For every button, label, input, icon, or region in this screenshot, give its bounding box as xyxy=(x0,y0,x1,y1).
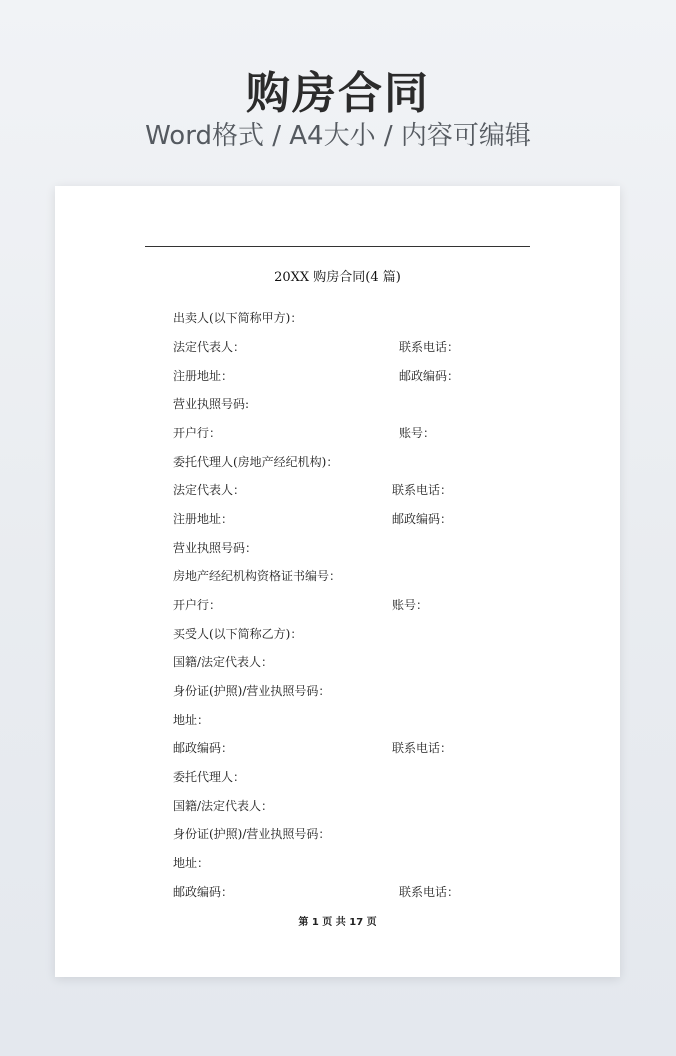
form-row xyxy=(173,453,338,471)
form-row xyxy=(173,682,330,700)
document-page xyxy=(55,186,620,977)
field-label: 买受人(以下简称乙方)： xyxy=(173,627,303,641)
field-label: 委托代理人： xyxy=(173,770,246,784)
form-row xyxy=(173,797,273,815)
document-title: 20XX 购房合同(4 篇) xyxy=(274,270,401,285)
field-label: 邮政编码： xyxy=(173,885,234,899)
field-label: 开户行： xyxy=(173,426,222,440)
page-subtitle: Word格式 / A4大小 / 内容可编辑 xyxy=(145,121,531,151)
form-row xyxy=(173,883,460,901)
field-label: 委托代理人(房地产经纪机构)： xyxy=(173,455,339,469)
field-label: 国籍/法定代表人： xyxy=(173,655,274,669)
form-row xyxy=(173,825,330,843)
field-label: 注册地址： xyxy=(173,512,234,526)
field-label-right: 账号： xyxy=(399,426,436,440)
form-row xyxy=(173,539,257,557)
form-row xyxy=(173,309,302,327)
field-label: 地址： xyxy=(173,856,210,870)
form-row xyxy=(173,567,341,585)
field-label: 国籍/法定代表人： xyxy=(173,799,274,813)
field-label-right: 账号： xyxy=(392,598,429,612)
field-label-right: 联系电话： xyxy=(392,483,453,497)
field-label-right: 联系电话： xyxy=(399,340,460,354)
page-number: 第 1 页 共 17 页 xyxy=(298,917,377,928)
field-label: 营业执照号码： xyxy=(173,541,258,555)
form-row xyxy=(173,653,273,671)
field-label: 邮政编码： xyxy=(173,741,234,755)
field-label: 法定代表人： xyxy=(173,483,246,497)
field-label: 身份证(护照)/营业执照号码： xyxy=(173,684,331,698)
form-row xyxy=(173,768,245,786)
header-rule xyxy=(145,246,530,247)
form-row xyxy=(173,854,209,872)
form-row xyxy=(173,510,453,528)
form-row xyxy=(173,625,302,643)
form-row xyxy=(173,395,249,413)
field-label: 出卖人(以下简称甲方)： xyxy=(173,311,303,325)
field-label: 地址： xyxy=(173,713,210,727)
field-label-right: 联系电话： xyxy=(399,885,460,899)
form-row xyxy=(173,424,436,442)
field-label: 营业执照号码: xyxy=(173,397,250,411)
field-label-right: 邮政编码： xyxy=(399,369,460,383)
form-row xyxy=(173,711,209,729)
form-row xyxy=(173,481,453,499)
field-label: 开户行： xyxy=(173,598,222,612)
form-row xyxy=(173,367,460,385)
field-label: 注册地址： xyxy=(173,369,234,383)
page-title: 购房合同 xyxy=(246,68,430,119)
form-row xyxy=(173,596,429,614)
field-label: 法定代表人： xyxy=(173,340,246,354)
field-label-right: 联系电话： xyxy=(392,741,453,755)
field-label: 身份证(护照)/营业执照号码： xyxy=(173,827,331,841)
form-row xyxy=(173,338,460,356)
field-label-right: 邮政编码： xyxy=(392,512,453,526)
form-row xyxy=(173,739,453,757)
field-label: 房地产经纪机构资格证书编号： xyxy=(173,569,342,583)
